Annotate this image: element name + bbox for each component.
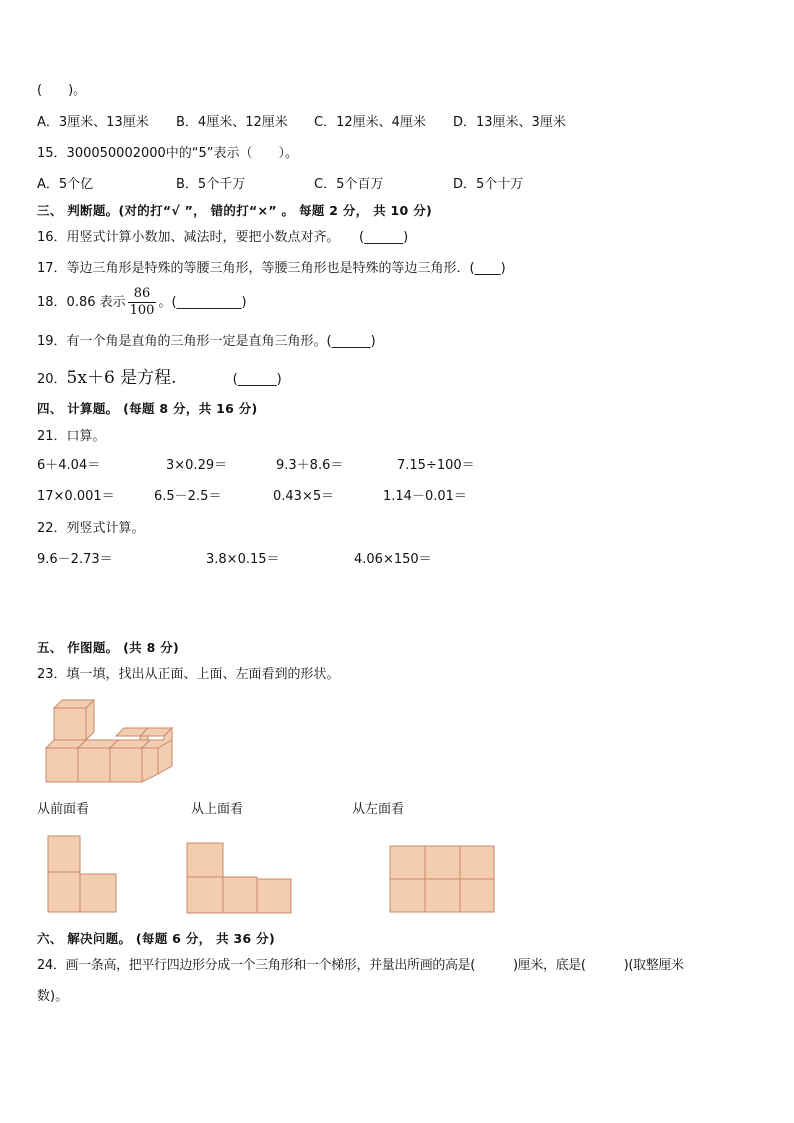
q14-option-b[interactable]: B．4厘米、12厘米 — [176, 115, 288, 130]
q20-number: 20． — [37, 372, 67, 387]
q14-option-d[interactable]: D．13厘米、3厘米 — [453, 115, 566, 130]
q23-stem: 23．填一填，找出从正面、上面、左面看到的形状。 — [37, 667, 340, 682]
section-3-title: 三、 判断题。(对的打“√ ”， 错的打“×” 。 每题 2 分， 共 10 分) — [37, 203, 433, 218]
front-view-shape — [46, 834, 122, 918]
q24-line-2: 数)。 — [37, 989, 69, 1004]
q22-item: 3.8×0.15＝ — [206, 552, 280, 567]
q15-stem: 15．300050002000中的“5”表示（ ）。 — [37, 146, 299, 161]
top-view-shape — [185, 841, 295, 917]
section-5-title: 五、 作图题。 (共 8 分) — [37, 640, 180, 655]
q18-suffix: 。(__________) — [158, 295, 247, 310]
q20-expression: 5x＋6 是方程. — [66, 368, 177, 388]
label-left-view: 从左面看 — [352, 802, 405, 817]
q15-option-c[interactable]: C．5个百万 — [314, 177, 384, 192]
q20-answer-blank: (______) — [232, 372, 282, 387]
q21-item: 1.14－0.01＝ — [383, 489, 467, 504]
q15-option-d[interactable]: D．5个十万 — [453, 177, 524, 192]
section-4-title: 四、 计算题。 (每题 8 分，共 16 分) — [37, 401, 258, 416]
q21-item: 3×0.29＝ — [166, 458, 228, 473]
fraction-numerator: 86 — [128, 286, 157, 303]
q22-item: 9.6－2.73＝ — [37, 552, 113, 567]
q24-line-1[interactable]: 24．画一条高，把平行四边形分成一个三角形和一个梯形，并量出所画的高是( )厘米，底是( )(取整厘米 — [37, 958, 684, 973]
fraction-86-100 — [128, 286, 157, 319]
q21-item: 0.43×5＝ — [273, 489, 335, 504]
q21-item: 9.3＋8.6＝ — [276, 458, 344, 473]
q14-option-c[interactable]: C．12厘米、4厘米 — [314, 115, 426, 130]
q14-stem-tail: ( )。 — [37, 83, 87, 98]
question-20[interactable] — [37, 367, 282, 391]
q18-prefix: 18．0.86 表示 — [37, 295, 126, 310]
q22-item: 4.06×150＝ — [354, 552, 432, 567]
label-top-view: 从上面看 — [191, 802, 244, 817]
q21-item: 7.15÷100＝ — [397, 458, 475, 473]
question-18[interactable] — [37, 286, 247, 320]
section-6-title: 六、 解决问题。 (每题 6 分， 共 36 分) — [37, 931, 275, 946]
q21-item: 17×0.001＝ — [37, 489, 115, 504]
question-19[interactable]: 19．有一个角是直角的三角形一定是直角三角形。(______) — [37, 334, 376, 349]
cube-stack-figure — [40, 692, 180, 792]
q21-item: 6＋4.04＝ — [37, 458, 101, 473]
question-16[interactable]: 16．用竖式计算小数加、减法时，要把小数点对齐。 (______) — [37, 230, 409, 245]
question-17[interactable]: 17．等边三角形是特殊的等腰三角形，等腰三角形也是特殊的等边三角形．(____) — [37, 261, 506, 276]
label-front-view: 从前面看 — [37, 802, 90, 817]
q21-item: 6.5－2.5＝ — [154, 489, 222, 504]
fraction-denominator: 100 — [129, 303, 155, 318]
q22-stem: 22．列竖式计算。 — [37, 521, 145, 536]
q15-option-b[interactable]: B．5个千万 — [176, 177, 246, 192]
q14-option-a[interactable]: A．3厘米、13厘米 — [37, 115, 149, 130]
q15-option-a[interactable]: A．5个亿 — [37, 177, 94, 192]
q21-stem: 21．口算。 — [37, 429, 106, 444]
left-view-shape — [388, 844, 498, 916]
